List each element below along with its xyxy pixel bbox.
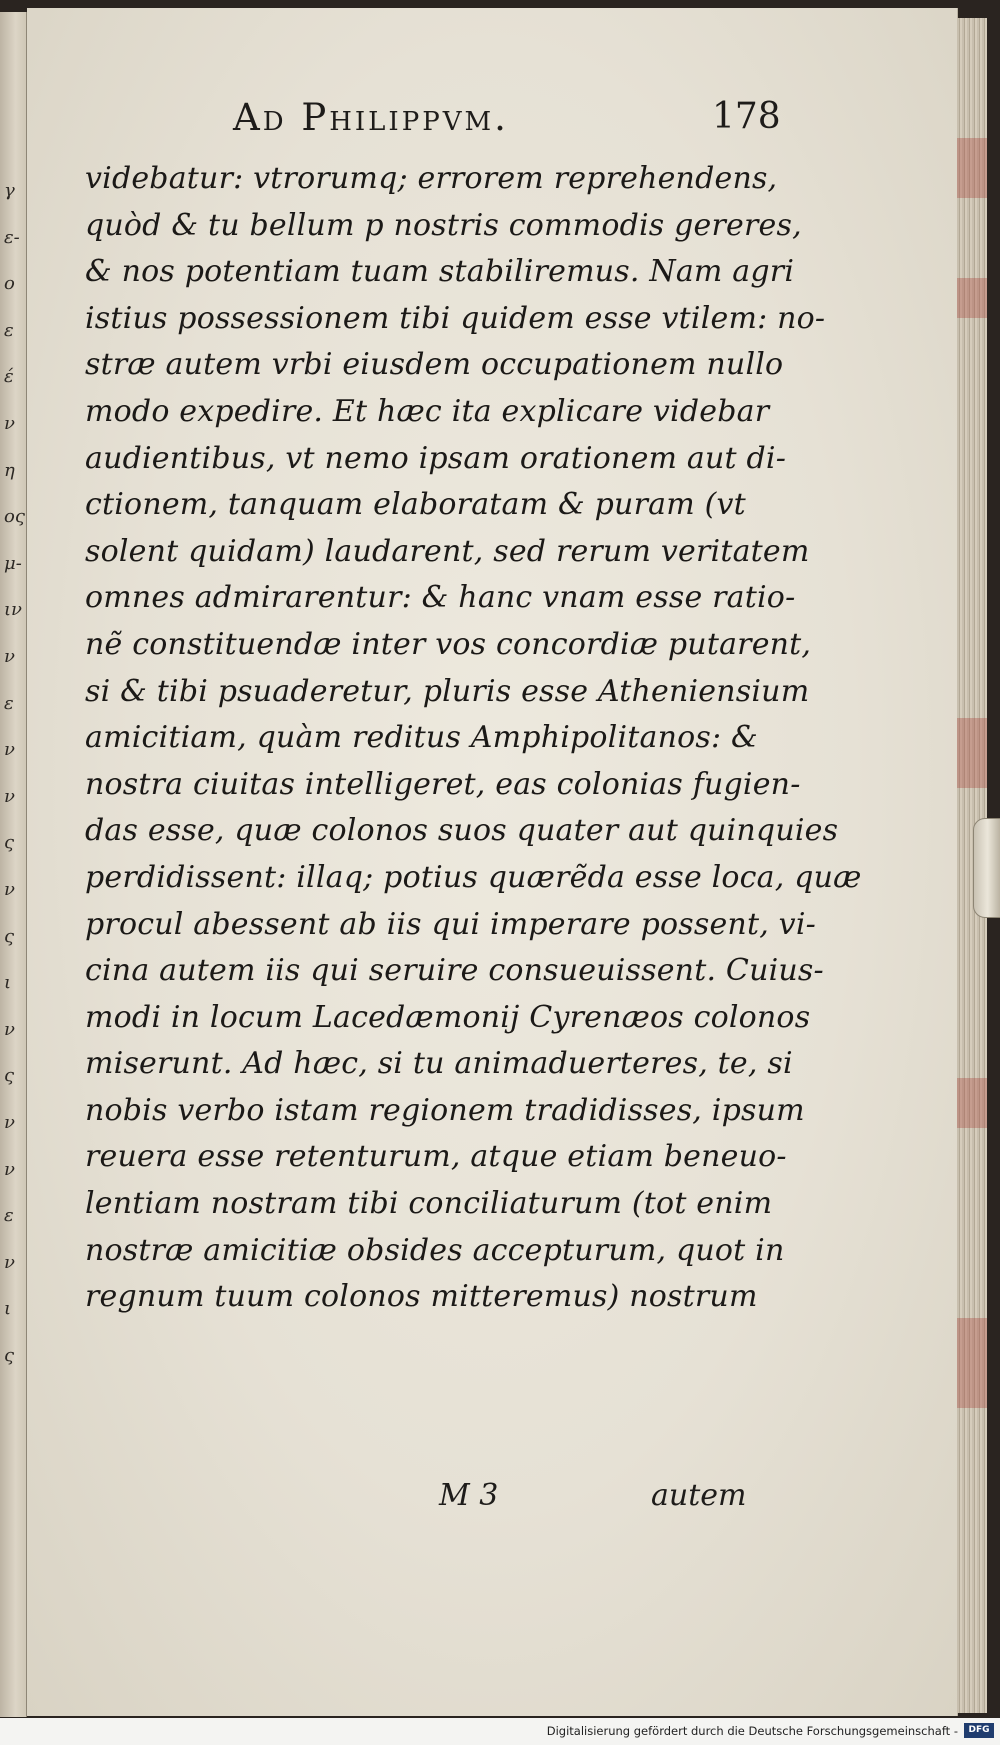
text-line: nẽ constituendæ inter vos concordiæ putarent, <box>85 626 812 662</box>
catchword: autem <box>651 1478 747 1513</box>
facing-page-fragment: ς <box>4 832 15 854</box>
text-line: perdidissent: illaq; potius quærẽda esse loca, quæ <box>85 859 862 895</box>
facing-page-fragment: ν <box>4 1018 15 1040</box>
facing-page-fragment: ς <box>4 1345 15 1366</box>
facing-page-fragment: ο <box>4 273 15 295</box>
facing-page-fragment: ς <box>4 1065 15 1087</box>
facing-page-fragment: ν <box>4 646 15 667</box>
text-line: miserunt. Ad hæc, si tu animaduerteres, te, si <box>85 1046 793 1082</box>
page-number: 178 <box>712 96 781 137</box>
text-line: videbatur: vtrorumq; errorem reprehendens, <box>85 161 778 196</box>
text-line: solent quidam) laudarent, sed rerum veritatem <box>85 533 810 569</box>
facing-page-fragment: ν <box>4 879 15 900</box>
facing-page-fragment: ε <box>4 319 14 341</box>
facing-page-fragment: ς <box>4 925 15 947</box>
text-line: omnes admirarentur: & hanc vnam esse ratio- <box>85 580 796 616</box>
page-header <box>27 96 957 146</box>
acknowledgement-bar <box>0 1718 1000 1745</box>
text-line: audientibus, vt nemo ipsam orationem aut di- <box>85 440 787 476</box>
signature-mark: M 3 <box>439 1478 499 1513</box>
text-line: das esse, quæ colonos suos quater aut quinquies <box>85 813 839 849</box>
facing-page-fragment: ν <box>4 785 15 807</box>
text-line: reuera esse retenturum, atque etiam beneuo- <box>85 1139 787 1175</box>
text-line: nostra ciuitas intelligeret, eas colonias fugien- <box>85 766 801 802</box>
book-page <box>27 8 958 1716</box>
facing-page-fragment: γ <box>4 180 15 201</box>
body-text <box>85 156 915 1321</box>
book-clasp <box>973 818 1000 918</box>
facing-page-fragment: ν <box>4 1112 15 1133</box>
facing-page-fragment: ν <box>4 1251 15 1273</box>
facing-page-fragment: ιν <box>4 599 22 621</box>
text-line: istius possessionem tibi quidem esse vtilem: no- <box>85 300 826 336</box>
facing-page-fragment: έ <box>4 366 14 388</box>
facing-page-fragment: μ- <box>4 552 22 574</box>
facing-page-fragment: ν <box>4 1158 15 1180</box>
facing-page-fragment: ε <box>4 692 14 714</box>
acknowledgement-text: Digitalisierung gefördert durch die Deutsche Forschungsgemeinschaft - <box>546 1724 958 1738</box>
text-line: & nos potentiam tuam stabiliremus. Nam agri <box>85 254 795 290</box>
text-line: nostræ amicitiæ obsides accepturum, quot in <box>85 1232 785 1268</box>
text-line: modo expedire. Et hæc ita explicare videbar <box>85 393 770 429</box>
facing-page-edge <box>0 12 27 1717</box>
text-line: lentiam nostram tibi conciliaturum (tot enim <box>85 1186 773 1222</box>
dfg-logo: DFG <box>964 1723 994 1738</box>
running-head: Ad Philippvm. <box>233 96 509 139</box>
text-line: quòd & tu bellum p nostris commodis gereres, <box>85 207 802 243</box>
facing-page-fragment: ν <box>4 413 15 434</box>
facing-page-fragment: η <box>4 459 15 481</box>
text-line: ctionem, tanquam elaboratam & puram (vt <box>85 487 746 523</box>
facing-page-fragment: ι <box>4 972 12 994</box>
text-line: nobis verbo istam regionem tradidisses, ipsum <box>85 1092 805 1128</box>
text-line: modi in locum Lacedæmonij Cyrenæos colonos <box>85 999 811 1035</box>
text-line: regnum tuum colonos mitteremus) nostrum <box>85 1279 758 1315</box>
text-line: amicitiam, quàm reditus Amphipolitanos: & <box>85 720 758 756</box>
page-footer <box>27 1478 957 1528</box>
facing-page-fragment: ε <box>4 1205 14 1227</box>
text-line: cina autem iis qui seruire consueuissent. Cuius- <box>85 953 824 989</box>
facing-page-fragment: ι <box>4 1298 12 1320</box>
facing-page-fragment: ος <box>4 506 25 528</box>
text-line: si & tibi psuaderetur, pluris esse Atheniensium <box>85 673 810 709</box>
text-line: procul abessent ab iis qui imperare possent, vi- <box>85 906 816 942</box>
facing-page-fragment: ν <box>4 739 15 761</box>
facing-page-fragment: ε- <box>4 226 20 248</box>
text-line: stræ autem vrbi eiusdem occupationem nullo <box>85 347 784 383</box>
